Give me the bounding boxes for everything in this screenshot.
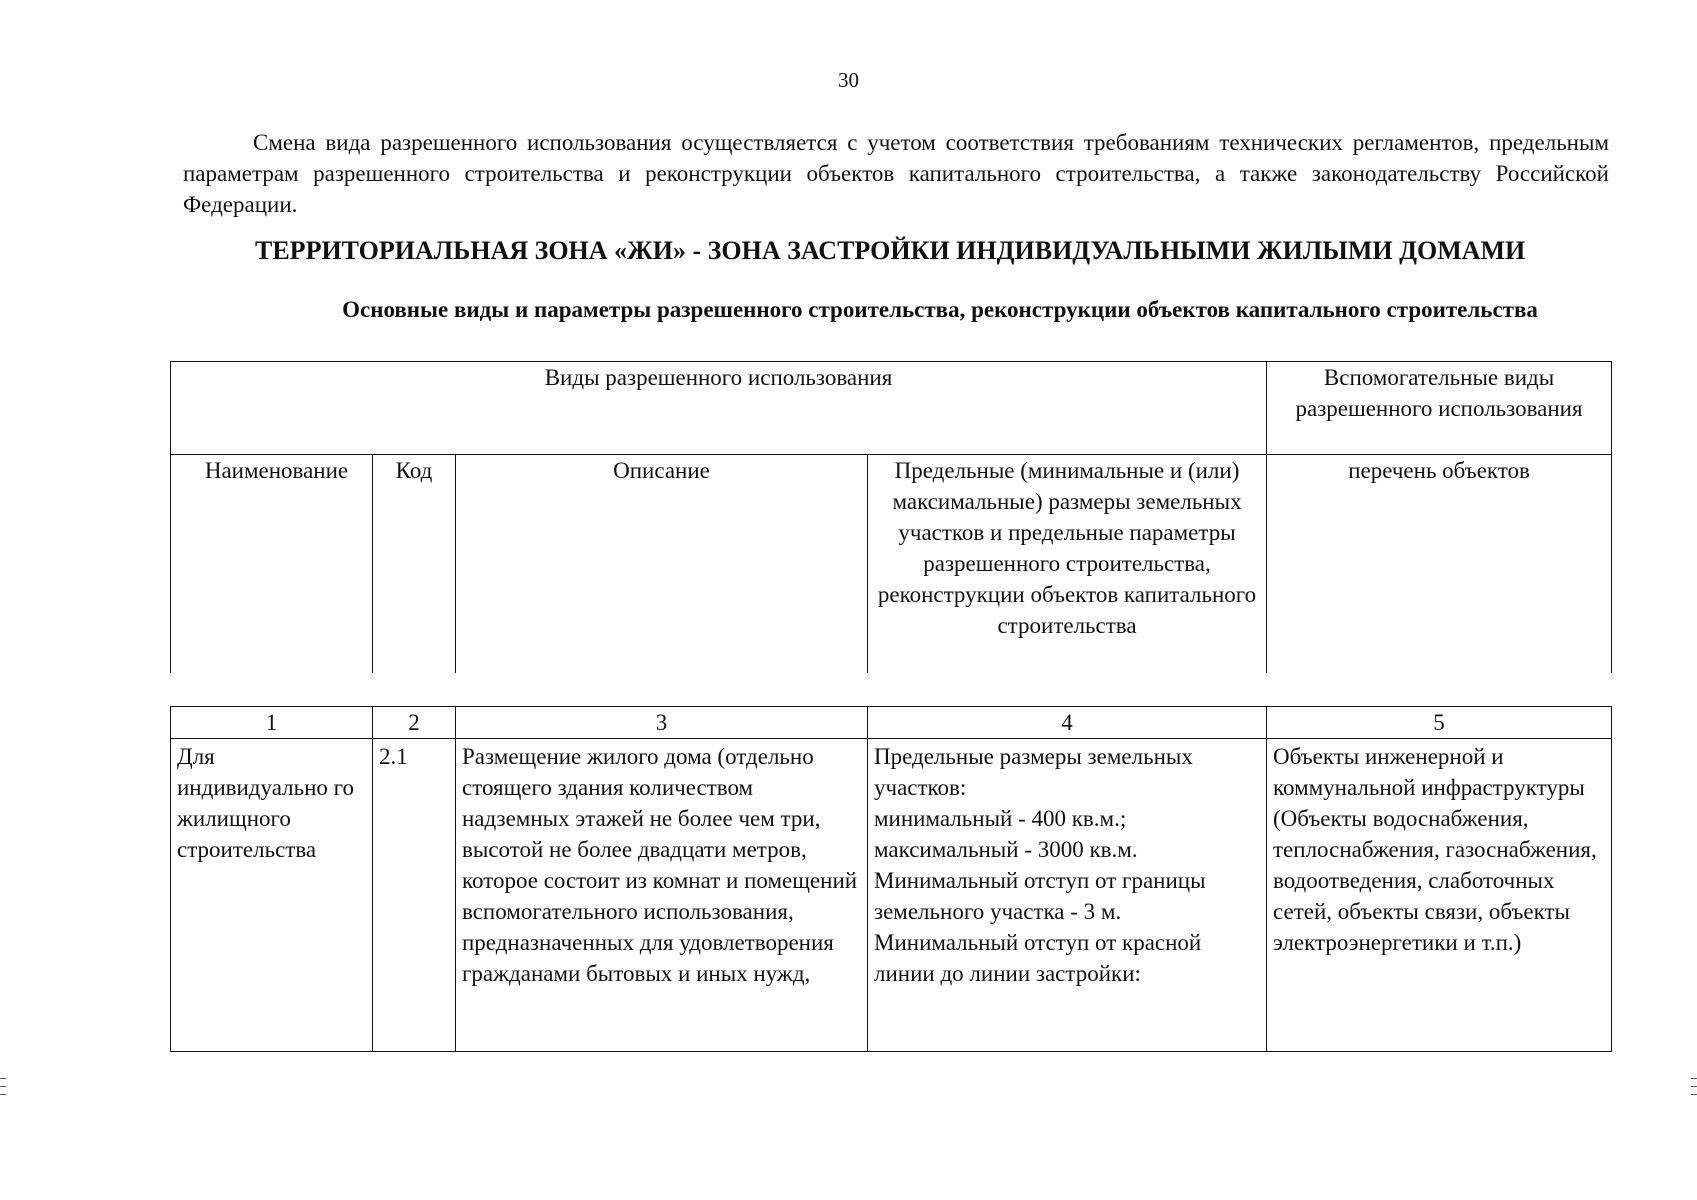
scan-edge-mark xyxy=(1691,1078,1697,1079)
header-main-uses: Виды разрешенного использования xyxy=(171,362,1267,455)
column-number: 4 xyxy=(868,707,1267,739)
row-description: Размещение жилого дома (отдельно стоящего здания количеством надземных этажей не более чем три, высотой не более двадцати метров, которое состоит из комнат и помещений вспомогательного использования, предназначенных для удовлетворения гражданами бытовых и иных нужд, xyxy=(456,739,868,1052)
column-number: 2 xyxy=(373,707,456,739)
scan-edge-mark xyxy=(0,1086,6,1087)
intro-paragraph: Смена вида разрешенного использования осуществляется с учетом соответствия требованиям технических регламентов, предельным параметрам разрешенного строительства и реконструкции объектов капитального строительства, а также законодательству Российской Федерации. xyxy=(183,130,1609,217)
header-description: Описание xyxy=(456,455,868,674)
page-number: 30 xyxy=(838,68,859,92)
scan-edge-mark xyxy=(1691,1086,1697,1087)
column-number: 5 xyxy=(1267,707,1612,739)
row-aux: Объекты инженерной и коммунальной инфраструктуры (Объекты водоснабжения, теплоснабжения, газоснабжения, водоотведения, слаботочных сетей, объекты связи, объекты электроэнергетики и т.п.) xyxy=(1267,739,1612,1052)
scan-edge-mark xyxy=(1691,1094,1697,1095)
row-limits: Предельные размеры земельных участков: минимальный - 400 кв.м.; максимальный - 3000 кв.м. Минимальный отступ от границы земельного участка - 3 м. Минимальный отступ от красной линии до линии застройки: xyxy=(868,739,1267,1052)
header-code: Код xyxy=(373,455,456,674)
row-code: 2.1 xyxy=(373,739,456,1052)
column-number: 3 xyxy=(456,707,868,739)
header-limits: Предельные (минимальные и (или) максимальные) размеры земельных участков и предельные параметры разрешенного строительства, реконструкции объектов капитального строительства xyxy=(868,455,1267,674)
header-objects-list: перечень объектов xyxy=(1267,455,1612,674)
scan-edge-mark xyxy=(0,1078,6,1079)
zone-title: ТЕРРИТОРИАЛЬНАЯ ЗОНА «ЖИ» - ЗОНА ЗАСТРОЙКИ ИНДИВИДУАЛЬНЫМИ ЖИЛЫМИ ДОМАМИ xyxy=(255,236,1526,265)
table-row xyxy=(171,739,1612,1052)
column-number: 1 xyxy=(171,707,373,739)
table-title: Основные виды и параметры разрешенного строительства, реконструкции объектов капитального строительства xyxy=(342,297,1538,322)
data-table xyxy=(170,706,1612,1052)
header-name: Наименование xyxy=(171,455,373,674)
row-name: Для индивидуально го жилищного строительства xyxy=(171,739,373,1052)
header-aux-uses: Вспомогательные виды разрешенного использования xyxy=(1267,362,1612,455)
scan-edge-mark xyxy=(0,1094,6,1095)
column-number-row xyxy=(171,707,1612,739)
header-table xyxy=(170,361,1612,673)
